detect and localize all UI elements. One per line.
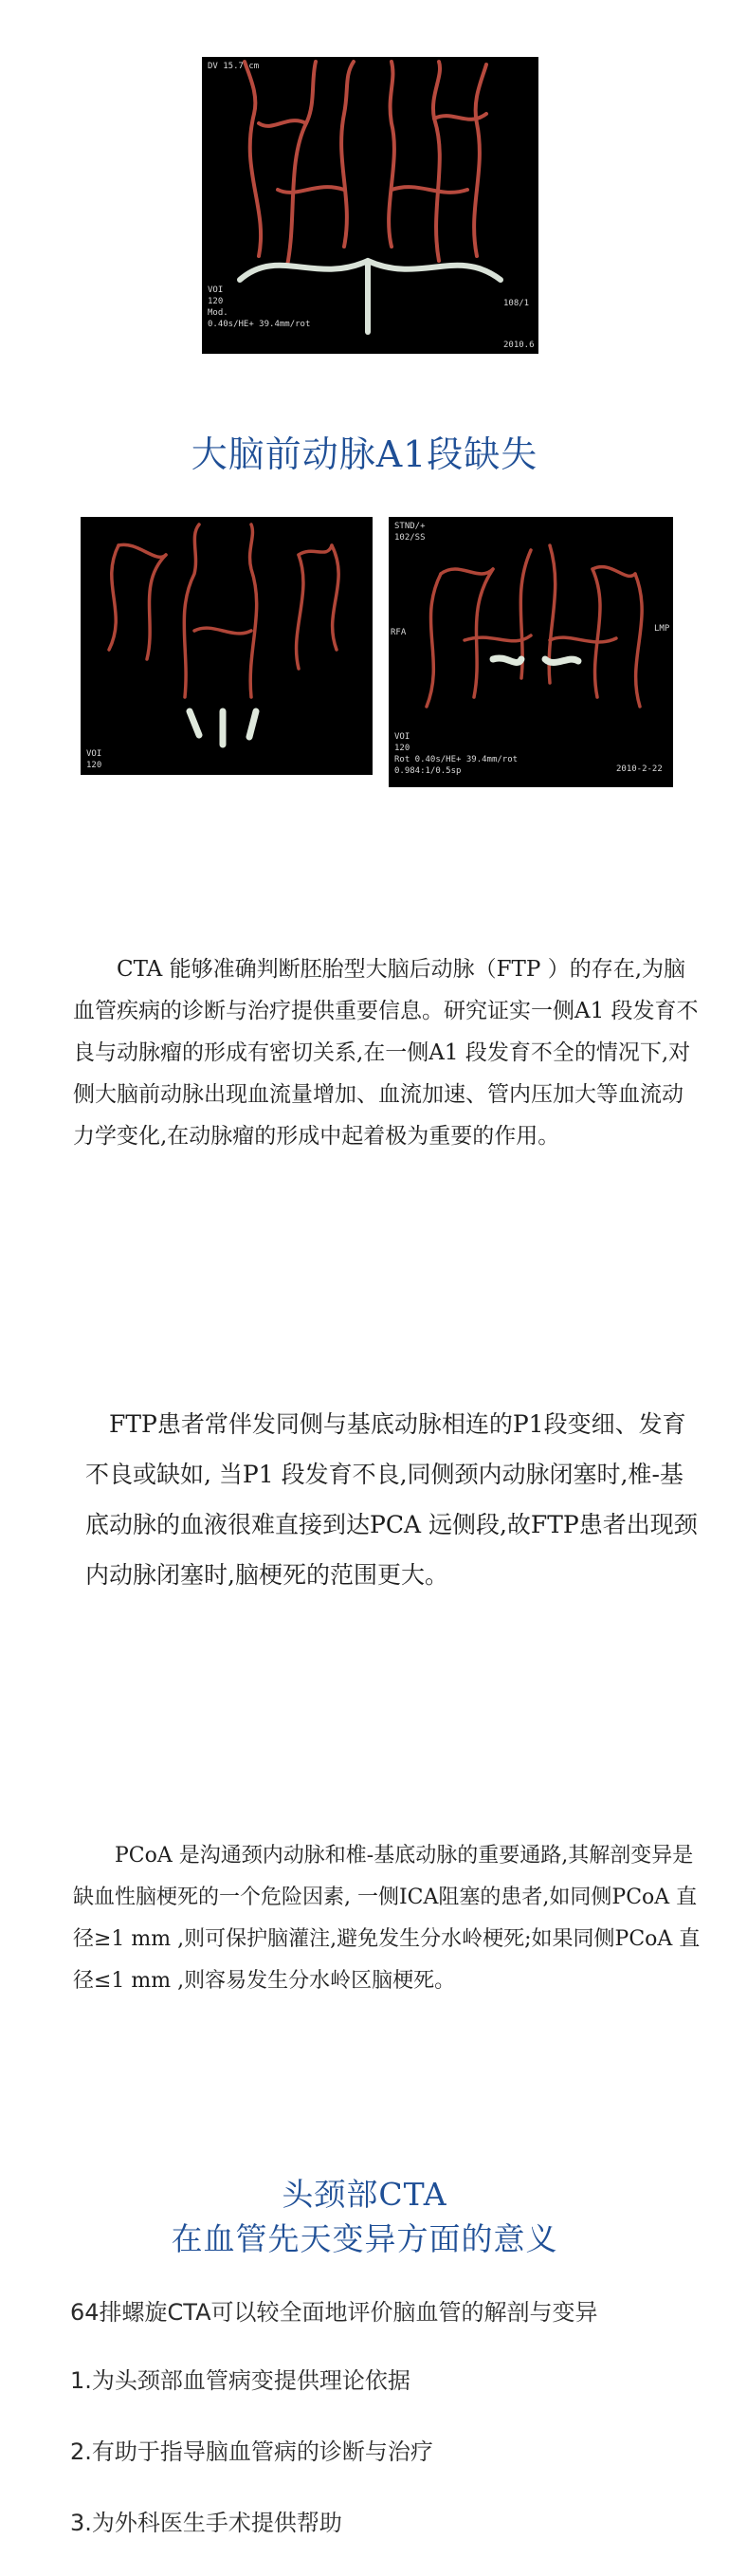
hud-right-side-right: LMP — [654, 624, 670, 634]
section-heading-cta: 头颈部CTA — [282, 2176, 447, 2213]
hud-right-bottom-right: 2010-2-22 — [616, 764, 663, 774]
hud-bottom-right: 108/1 — [503, 299, 530, 308]
hud-bl-3: 0.40s/HE+ 39.4mm/rot — [208, 320, 311, 329]
hud-bottom: 2010.6 — [503, 340, 535, 350]
paragraph-pcoa: PCoA 是沟通颈内动脉和椎-基底动脉的重要通路,其解剖变异是缺血性脑梗死的一个危险因素, 一侧ICA阻塞的患者,如同侧PCoA 直径≥1 mm ,则可保护脑灌注,避免发生分水岭梗死;如果同侧PCoA 直径≤1 mm ,则容易发生分水岭区脑梗死。 — [73, 1844, 701, 1993]
hud-right-bl-0: VOI — [394, 732, 410, 742]
hud-right-tl-1: 102/SS — [394, 533, 426, 543]
list-item-1: 1.为头颈部血管病变提供理论依据 — [70, 2367, 410, 2394]
hud-bl-0: VOI — [208, 285, 224, 295]
cta-image-top — [202, 57, 538, 354]
cta-vessel-render-left — [81, 517, 373, 775]
hud-top-left: DV 15.7 cm — [208, 62, 260, 71]
hud-left-bl-0: VOI — [86, 749, 102, 759]
hud-right-tl-0: STND/+ — [394, 522, 426, 531]
hud-bl-1: 120 — [208, 297, 224, 306]
list-intro: 64排螺旋CTA可以较全面地评价脑血管的解剖与变异 — [70, 2299, 598, 2326]
paragraph-ftp-p1: FTP患者常伴发同侧与基底动脉相连的P1段变细、发育不良或缺如, 当P1 段发育不良,同侧颈内动脉闭塞时,椎-基底动脉的血液很难直接到达PCA 远侧段,故FTP患者出现颈内动脉闭塞时,脑梗死的范围更大。 — [85, 1410, 698, 1589]
section-subheading-cta: 在血管先天变异方面的意义 — [171, 2220, 558, 2257]
hud-bl-2: Mod. — [208, 308, 228, 318]
cta-image-left — [81, 517, 373, 775]
cta-image-right — [389, 517, 673, 787]
hud-right-bl-2: Rot 0.40s/HE+ 39.4mm/rot — [394, 755, 519, 764]
hud-left-bl-1: 120 — [86, 761, 102, 770]
list-item-2: 2.有助于指导脑血管病的诊断与治疗 — [70, 2438, 433, 2465]
cta-vessel-render-right — [389, 517, 673, 787]
paragraph-ftp-a1: CTA 能够准确判断胚胎型大脑后动脉（FTP ）的存在,为脑血管疾病的诊断与治疗提供重要信息。研究证实一侧A1 段发育不良与动脉瘤的形成有密切关系,在一侧A1 段发育不全的情况下,对侧大脑前动脉出现血流量增加、血流加速、管内压加大等血流动力学变化,在动脉瘤的形成中起着极为重要的作用。 — [73, 957, 699, 1149]
section-heading-a1: 大脑前动脉A1段缺失 — [191, 433, 538, 475]
hud-right-bl-3: 0.984:1/0.5sp — [394, 766, 462, 776]
hud-right-bl-1: 120 — [394, 744, 410, 753]
hud-right-side-left: RFA — [391, 628, 407, 637]
list-item-3: 3.为外科医生手术提供帮助 — [70, 2510, 342, 2536]
cta-vessel-render-top — [202, 57, 538, 354]
